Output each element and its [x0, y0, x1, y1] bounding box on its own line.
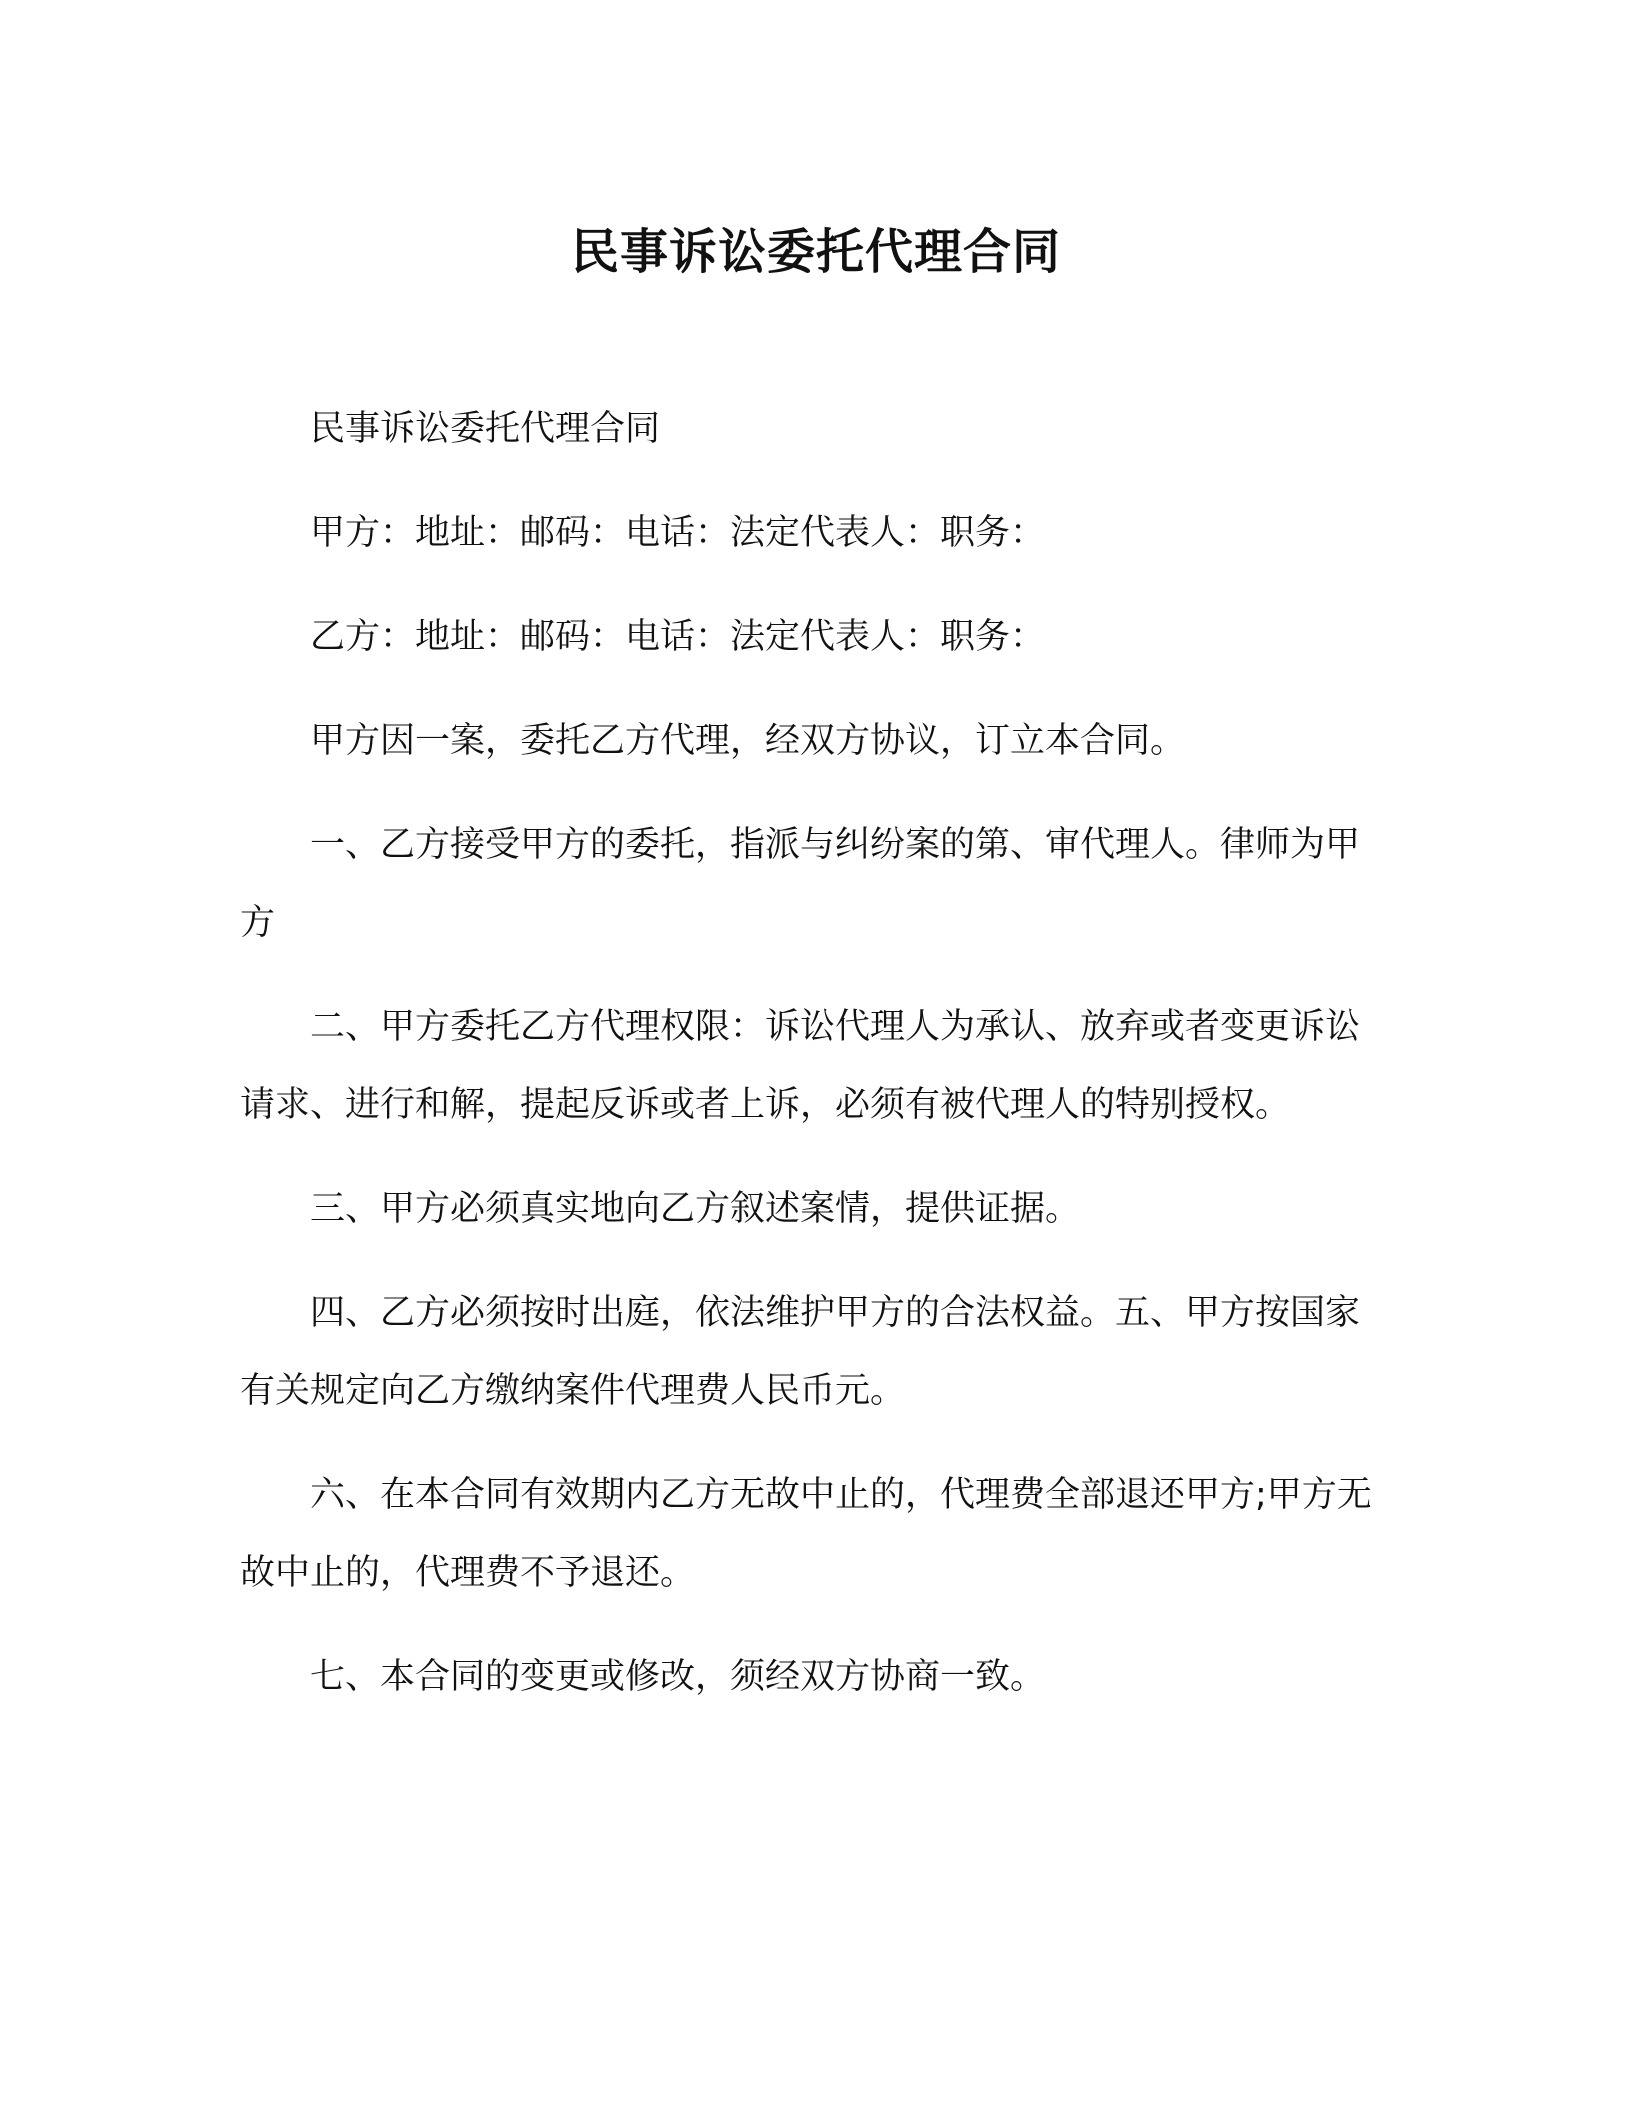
paragraph-party-b: 乙方：地址：邮码：电话：法定代表人：职务：	[310, 617, 1046, 657]
paragraph-clause-1: 一、乙方接受甲方的委托，指派与纠纷案的第、审代理人。律师为甲方	[240, 825, 1361, 943]
paragraph-party-a: 甲方：地址：邮码：电话：法定代表人：职务：	[310, 513, 1046, 553]
paragraph-heading: 民事诉讼委托代理合同	[310, 409, 661, 449]
paragraph-clause-2: 二、甲方委托乙方代理权限：诉讼代理人为承认、放弃或者变更诉讼请求、进行和解，提起反诉或者上诉，必须有被代理人的特别授权。	[240, 1007, 1361, 1125]
paragraph-clause-6: 六、在本合同有效期内乙方无故中止的，代理费全部退还甲方;甲方无故中止的，代理费不予退还。	[240, 1475, 1372, 1593]
paragraph-intro: 甲方因一案，委托乙方代理，经双方协议，订立本合同。	[310, 721, 1186, 761]
paragraph-clause-4-5: 四、乙方必须按时出庭，依法维护甲方的合法权益。五、甲方按国家有关规定向乙方缴纳案件代理费人民币元。	[240, 1293, 1361, 1411]
page-title: 民事诉讼委托代理合同	[570, 224, 1061, 280]
paragraph-clause-7: 七、本合同的变更或修改，须经双方协商一致。	[310, 1657, 1046, 1697]
paragraph-clause-3: 三、甲方必须真实地向乙方叙述案情，提供证据。	[310, 1189, 1081, 1229]
document-body	[240, 390, 1385, 1742]
